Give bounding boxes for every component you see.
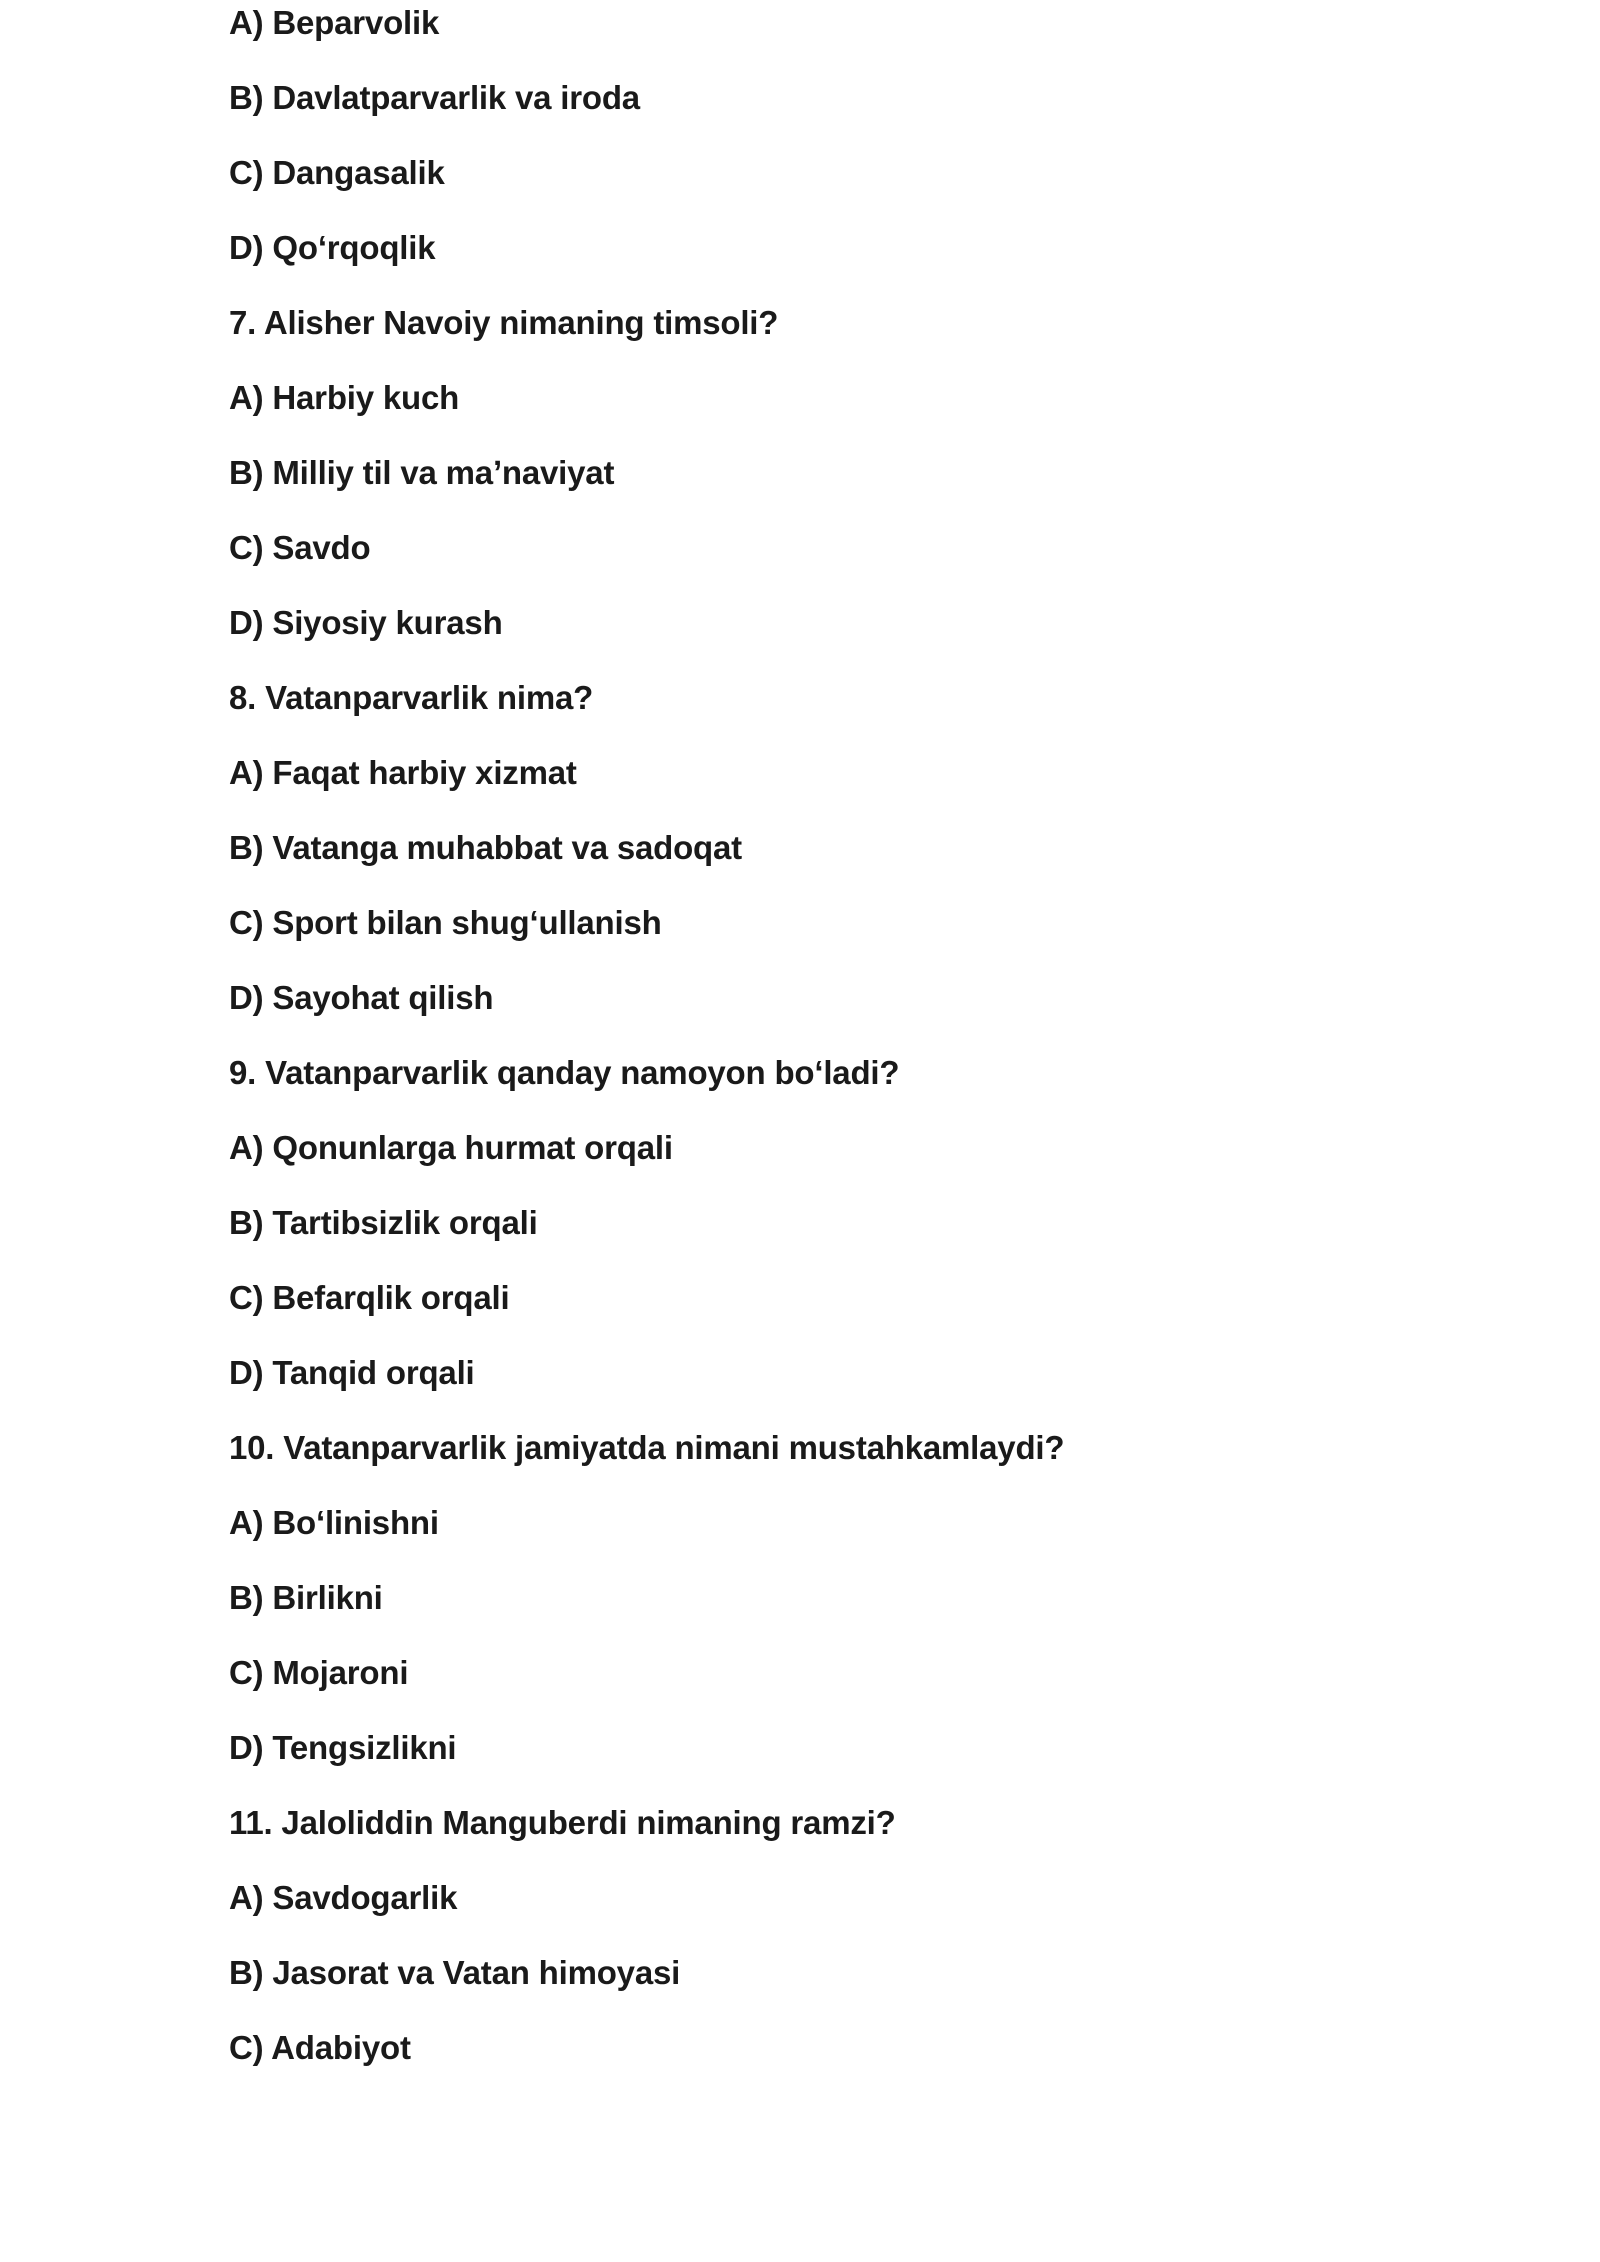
question-text: 7. Alisher Navoiy nimaning timsoli?: [229, 304, 779, 341]
question-text: 10. Vatanparvarlik jamiyatda nimani mustahkamlaydi?: [229, 1429, 1065, 1466]
answer-option: B) Vatanga muhabbat va sadoqat: [229, 829, 742, 866]
answer-option: B) Milliy til va maʼnaviyat: [229, 454, 615, 491]
answer-option: C) Mojaroni: [229, 1654, 409, 1691]
answer-option: B) Tartibsizlik orqali: [229, 1204, 538, 1241]
answer-option: A) Savdogarlik: [229, 1879, 458, 1916]
question-text: 8. Vatanparvarlik nima?: [229, 679, 594, 716]
answer-option: A) Qonunlarga hurmat orqali: [229, 1129, 673, 1166]
answer-option: C) Savdo: [229, 529, 371, 566]
answer-option: B) Birlikni: [229, 1579, 383, 1616]
answer-option: C) Dangasalik: [229, 154, 445, 191]
answer-option: C) Befarqlik orqali: [229, 1279, 510, 1316]
question-text: 9. Vatanparvarlik qanday namoyon boʻladi?: [229, 1054, 900, 1091]
answer-option: D) Siyosiy kurash: [229, 604, 503, 641]
question-text: 11. Jaloliddin Manguberdi nimaning ramzi?: [229, 1804, 896, 1841]
quiz-text-body: [229, 0, 1529, 2100]
answer-option: D) Sayohat qilish: [229, 979, 494, 1016]
answer-option: B) Davlatparvarlik va iroda: [229, 79, 640, 116]
answer-option: D) Tanqid orqali: [229, 1354, 475, 1391]
answer-option: A) Beparvolik: [229, 4, 440, 41]
answer-option: D) Qoʻrqoqlik: [229, 229, 436, 266]
answer-option: A) Faqat harbiy xizmat: [229, 754, 577, 791]
answer-option: D) Tengsizlikni: [229, 1729, 457, 1766]
answer-option: A) Harbiy kuch: [229, 379, 460, 416]
answer-option: C) Adabiyot: [229, 2029, 411, 2066]
answer-option: C) Sport bilan shugʻullanish: [229, 904, 662, 941]
answer-option: A) Boʻlinishni: [229, 1504, 439, 1541]
answer-option: B) Jasorat va Vatan himoyasi: [229, 1954, 681, 1991]
